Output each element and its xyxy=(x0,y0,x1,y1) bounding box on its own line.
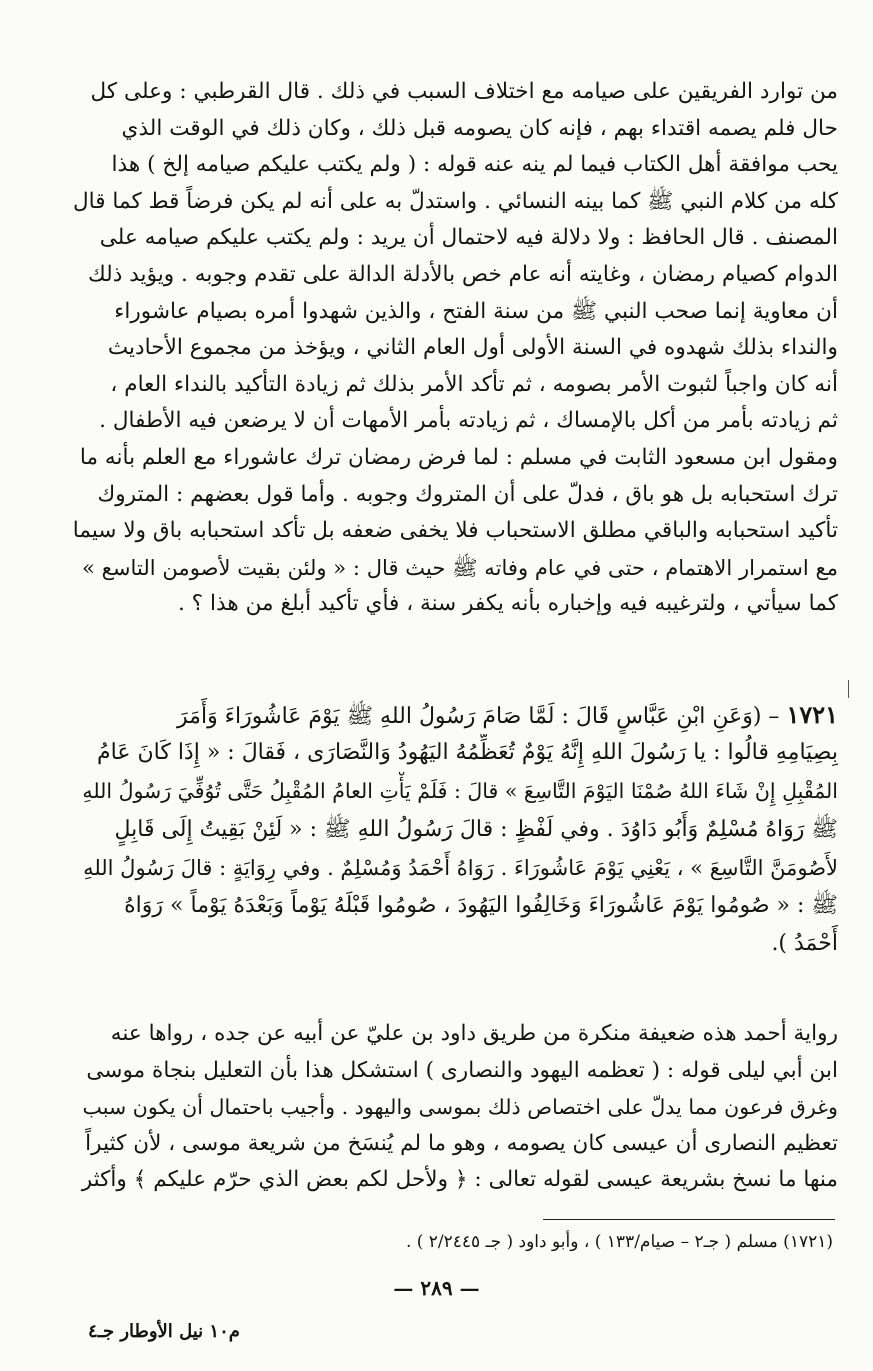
commentary-line: من توارد الفريقين على صيامه مع اختلاف السبب في ذلك . قال القرطبي : وعلى كل xyxy=(90,79,838,104)
commentary-line: ثم زيادته بأمر من أكل بالإمساك ، ثم زيادته بأمر الأمهات أن لا يرضعن فيه الأطفال . xyxy=(99,408,838,434)
hadith-line xyxy=(68,696,838,734)
signature-mark: م١٠ نيل الأوطار جـ٤ xyxy=(88,1321,240,1342)
commentary-text xyxy=(68,74,838,623)
hadith-number: ١٧٢١ xyxy=(786,700,838,729)
commentary-line: كما سيأتي ، ولترغيبه فيه وإخباره بأنه يكفر سنة ، فأي تأكيد أبلغ من هذا ؟ . xyxy=(177,591,838,617)
commentary-line: تأكيد استحبابه والباقي مطلق الاستحباب فلا يخفى ضعفه بل تأكد استحبابه باق ولا سيما xyxy=(72,518,838,544)
explanation-line: رواية أحمد هذه ضعيفة منكرة من طريق داود بن عليّ عن أبيه عن جده ، رواها عنه xyxy=(110,1021,838,1046)
commentary-line: أن معاوية إنما صحب النبي ﷺ من سنة الفتح ، والذين شهدوا أمره بصيام عاشوراء xyxy=(114,298,838,324)
commentary-line: أنه كان واجباً لثبوت الأمر بصومه ، ثم تأكد الأمر بذلك ثم زيادة التأكيد بالنداء العام ، xyxy=(110,371,838,397)
explanation-line: تعظيم النصارى أن عيسى كان يصومه ، وهو ما لم يُنسَخ من شريعة موسى ، لأن كثيراً xyxy=(85,1130,838,1156)
hadith-text xyxy=(68,696,838,963)
explanation-text xyxy=(68,1016,838,1199)
commentary-line: ترك استحبابه بل هو باق ، فدلّ على أن المتروك وجوبه . وأما قول بعضهم : المتروك xyxy=(97,481,838,507)
commentary-line: كله من كلام النبي ﷺ كما بينه النسائي . واستدلّ به على أنه لم يكن فرضاً قط كما قال xyxy=(72,188,838,214)
hadith-line: ﷺ : « صُومُوا يَوْمَ عَاشُورَاءَ وَخَالِفُوا اليَهُودَ ، صُومُوا قَبْلَهُ يَوْماً وَبَعْدَهُ يَوْماً » رَوَاهُ xyxy=(124,892,838,918)
page-number: — ٢٨٩ — xyxy=(393,1276,480,1300)
hadith-line: المُقْبِلِ إِنْ شَاءَ اللهُ صُمْنَا اليَوْمَ التَّاسِعَ » قالَ : فَلَمْ يَأْتِ العامُ المُقْبِلُ حَتَّى تُوُفِّيَ رَسُولُ اللهِ xyxy=(82,779,838,804)
hadith-line-text: – (وَعَنِ ابْنِ عَبَّاسٍ قَالَ : لَمَّا صَامَ رَسُولُ اللهِ ﷺ يَوْمَ عَاشُورَاءَ وَأَمَرَ xyxy=(177,704,780,729)
margin-mark xyxy=(848,680,849,698)
explanation-line: وغرق فرعون مما يدلّ على اختصاص ذلك بموسى واليهود . وأجيب باحتمال أن يكون سبب xyxy=(82,1095,838,1120)
commentary-line: حال فلم يصمه اقتداء بهم ، فإنه كان يصومه قبل ذلك ، وكان ذلك في الوقت الذي xyxy=(121,115,838,141)
commentary-line: مع استمرار الاهتمام ، حتى في عام وفاته ﷺ حيث قال : « ولئن بقيت لأصومن التاسع » xyxy=(82,554,838,580)
hadith-line: بِصِيَامِهِ قالُوا : يا رَسُولَ اللهِ إِنَّهُ يَوْمٌ تُعَظِّمُهُ اليَهُودُ وَالنَّصَارَى ، فَقالَ : « إِذَا كَانَ عَامُ xyxy=(97,740,838,766)
footnote: (١٧٢١) مسلم ( جـ٢ – صيام/١٣٣ ) ، وأبو داود ( جـ ٢/٢٤٤٥ ) . xyxy=(405,1232,833,1252)
commentary-line: يحب موافقة أهل الكتاب فيما لم ينه عنه قوله : ( ولم يكتب عليكم صيامه إلخ ) هذا xyxy=(111,152,838,178)
explanation-line: منها ما نسخ بشريعة عيسى لقوله تعالى : ﴿ ولأحل لكم بعض الذي حرّم عليكم ﴾ وأكثر xyxy=(81,1167,838,1193)
hadith-line: لأَصُومَنَّ التَّاسِعَ » ، يَعْنِي يَوْمَ عَاشُورَاءَ . رَوَاهُ أَحْمَدُ وَمُسْلِمٌ . وفي رِوَايَةٍ : قالَ رَسُولُ اللهِ xyxy=(83,855,838,880)
hadith-line: أَحْمَدُ ). xyxy=(771,931,838,957)
commentary-line: ومقول ابن مسعود الثابت في مسلم : لما فرض رمضان ترك عاشوراء مع العلم بأنه ما xyxy=(79,444,838,470)
explanation-line: ابن أبي ليلى قوله : ( تعظمه اليهود والنصارى ) استشكل هذا بأن التعليل بنجاة موسى xyxy=(86,1057,838,1083)
commentary-line: الدوام كصيام رمضان ، وغايته أنه عام خص بالأدلة الدالة على تقدم وجوبه . ويؤيد ذلك xyxy=(87,261,838,287)
hadith-line: ﷺ رَوَاهُ مُسْلِمٌ وَأَبُو دَاوُدَ . وفي لَفْظٍ : قالَ رَسُولُ اللهِ ﷺ : « لَئِنْ بَقِيتُ إِلَى قَابِلٍ xyxy=(114,816,838,842)
commentary-line: والنداء بذلك شهدوه في السنة الأولى أول العام الثاني ، ويؤخذ من مجموع الأحاديث xyxy=(107,335,838,361)
footnote-divider xyxy=(543,1219,835,1220)
commentary-line: المصنف . قال الحافظ : ولا دلالة فيه لاحتمال أن يريد : ولم يكتب عليكم صيامه على xyxy=(99,225,838,251)
